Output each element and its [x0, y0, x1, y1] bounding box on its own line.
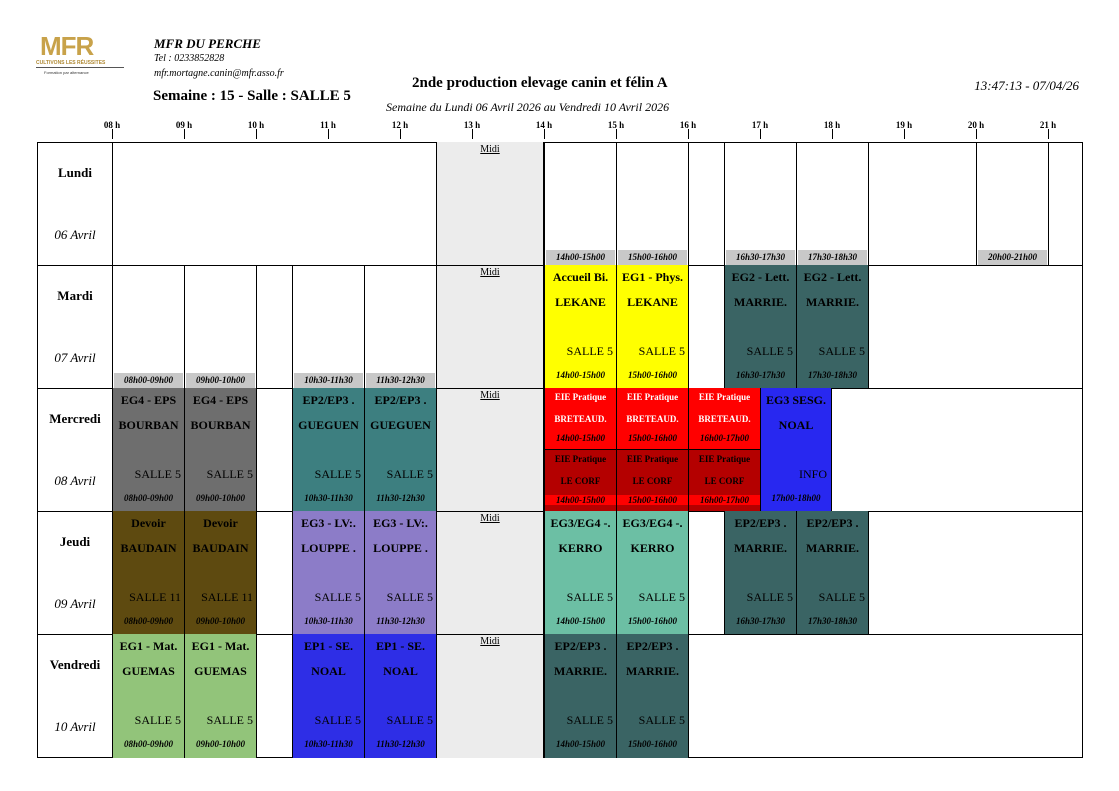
course-block[interactable]	[796, 511, 869, 634]
day-date: 08 Avril	[54, 473, 96, 488]
hour-label: 10 h	[247, 120, 265, 130]
day-date: 06 Avril	[54, 227, 96, 242]
lunch-band	[436, 142, 544, 758]
day-date: 10 Avril	[54, 719, 96, 734]
course-block[interactable]	[544, 511, 617, 634]
course-room: SALLE 5	[386, 713, 433, 727]
course-subject: EG4 - EPS	[192, 393, 249, 407]
course-half	[545, 388, 616, 449]
course-room: SALLE 5	[746, 590, 793, 604]
course-block[interactable]	[112, 634, 185, 758]
course-time: 15h00-16h00	[627, 433, 677, 443]
course-time: 15h00-16h00	[627, 616, 677, 626]
course-block[interactable]	[544, 634, 617, 758]
hour-tick	[832, 129, 833, 139]
course-time: 14h00-15h00	[555, 739, 605, 749]
hour-tick	[256, 129, 257, 139]
hour-label: 21 h	[1039, 120, 1057, 130]
course-room: SALLE 5	[746, 344, 793, 358]
course-block[interactable]	[112, 388, 185, 511]
course-time: 08h00-09h00	[123, 616, 173, 626]
course-time: 17h00-18h00	[771, 493, 821, 503]
course-time: 17h30-18h30	[807, 370, 857, 380]
course-subject: EIE Pratique	[626, 392, 679, 402]
course-room: SALLE 5	[386, 467, 433, 481]
course-time: 15h00-16h00	[627, 739, 677, 749]
course-teacher: MARRIE.	[734, 541, 787, 555]
course-teacher: KERRO	[558, 541, 603, 555]
hour-tick	[1048, 129, 1049, 139]
course-time: 15h00-16h00	[617, 495, 688, 505]
course-time: 14h00-15h00	[555, 370, 605, 380]
course-time: 14h00-15h00	[545, 495, 616, 505]
course-time: 17h30-18h30	[807, 616, 857, 626]
hour-tick	[616, 129, 617, 139]
course-teacher: GUEMAS	[194, 664, 247, 678]
hour-label: 15 h	[607, 120, 625, 130]
course-teacher: GUEGUEN	[298, 418, 359, 432]
org-email: mfr.mortagne.canin@mfr.asso.fr	[154, 68, 284, 79]
course-subject: EG2 - Lett.	[731, 270, 790, 284]
course-block[interactable]	[364, 634, 437, 758]
course-subject: EG3/EG4 -.	[550, 516, 611, 530]
course-teacher: MARRIE.	[626, 664, 679, 678]
course-subject: EP2/EP3 .	[302, 393, 355, 407]
course-subject: EG3 - LV:.	[301, 516, 356, 530]
hour-tick	[184, 129, 185, 139]
course-block[interactable]	[184, 511, 257, 634]
course-room: SALLE 5	[638, 590, 685, 604]
course-time: 14h00-15h00	[555, 433, 605, 443]
slot-time: 10h30-11h30	[294, 373, 363, 388]
course-time: 16h00-17h00	[689, 495, 760, 505]
course-subject: EP2/EP3 .	[734, 516, 787, 530]
slot-time: 08h00-09h00	[114, 373, 183, 388]
course-teacher: BOURBAN	[118, 418, 179, 432]
empty-slot[interactable]	[544, 142, 617, 265]
course-block-split[interactable]	[544, 388, 617, 511]
course-teacher: NOAL	[311, 664, 346, 678]
hour-tick	[328, 129, 329, 139]
course-block-split[interactable]	[688, 388, 761, 511]
course-room: SALLE 5	[386, 590, 433, 604]
course-teacher: LE CORF	[632, 476, 673, 486]
course-subject: Accueil Bi.	[552, 270, 609, 284]
slot-time: 09h00-10h00	[186, 373, 255, 388]
lunch-label: Midi	[480, 513, 500, 524]
class-title: 2nde production elevage canin et félin A	[412, 75, 668, 91]
course-subject: EP1 - SE.	[375, 639, 425, 653]
course-room: SALLE 5	[638, 713, 685, 727]
hour-label: 13 h	[463, 120, 481, 130]
lunch-label: Midi	[480, 390, 500, 401]
course-teacher: GUEGUEN	[370, 418, 431, 432]
course-block[interactable]	[292, 511, 365, 634]
course-block[interactable]	[796, 265, 869, 388]
course-time: 09h00-10h00	[195, 739, 245, 749]
course-room: SALLE 5	[818, 344, 865, 358]
hour-tick	[760, 129, 761, 139]
hour-label: 17 h	[751, 120, 769, 130]
day-name: Jeudi	[59, 534, 91, 549]
course-room: SALLE 5	[638, 344, 685, 358]
course-time: 10h30-11h30	[304, 616, 353, 626]
course-block[interactable]	[184, 388, 257, 511]
course-subject: EG3 - LV:.	[373, 516, 428, 530]
empty-slot[interactable]	[112, 265, 185, 388]
course-block[interactable]	[616, 511, 689, 634]
logo-subtitle: Formation par alternance	[44, 70, 89, 75]
course-teacher: NOAL	[383, 664, 418, 678]
course-teacher: LOUPPE .	[373, 541, 428, 555]
course-teacher: NOAL	[778, 418, 814, 432]
hour-label: 11 h	[320, 120, 336, 130]
hour-label: 09 h	[175, 120, 193, 130]
course-block[interactable]	[112, 511, 185, 634]
course-subject: EG2 - Lett.	[803, 270, 862, 284]
course-subject: EG1 - Mat.	[191, 639, 250, 653]
course-subject: EIE Pratique	[698, 392, 751, 402]
empty-slot[interactable]	[796, 142, 869, 265]
empty-slot[interactable]	[616, 142, 689, 265]
hour-label: 16 h	[679, 120, 697, 130]
course-block[interactable]	[724, 265, 797, 388]
course-subject: EG1 - Phys.	[621, 270, 683, 284]
day-name: Mercredi	[49, 411, 101, 426]
hour-label: 12 h	[391, 120, 409, 130]
course-time: 11h30-12h30	[376, 739, 425, 749]
empty-slot[interactable]	[976, 142, 1049, 265]
course-subject: Devoir	[131, 516, 166, 530]
course-half	[545, 449, 616, 511]
logo-divider	[36, 67, 124, 68]
hour-tick	[904, 129, 905, 139]
week-room-title: Semaine : 15 - Salle : SALLE 5	[153, 88, 351, 104]
day-name: Vendredi	[49, 657, 101, 672]
hour-tick	[400, 129, 401, 139]
hour-tick	[472, 129, 473, 139]
printed-timestamp: 13:47:13 - 07/04/26	[974, 78, 1079, 93]
course-room: SALLE 5	[134, 467, 181, 481]
course-teacher: BRETEAUD.	[554, 414, 607, 424]
course-teacher: GUEMAS	[122, 664, 175, 678]
slot-time: 17h30-18h30	[798, 250, 867, 265]
course-room: SALLE 5	[134, 713, 181, 727]
course-teacher: LE CORF	[560, 476, 601, 486]
day-date: 09 Avril	[54, 596, 96, 611]
course-room: SALLE 5	[566, 713, 613, 727]
course-subject: EG4 - EPS	[120, 393, 177, 407]
empty-slot[interactable]	[724, 142, 797, 265]
course-half	[689, 388, 760, 449]
course-block[interactable]	[760, 388, 832, 511]
course-time: 15h00-16h00	[627, 370, 677, 380]
logo: MFR	[40, 31, 94, 61]
slot-time: 20h00-21h00	[978, 250, 1047, 265]
course-teacher: BAUDAIN	[120, 541, 177, 555]
course-room: SALLE 5	[566, 590, 613, 604]
course-time: 11h30-12h30	[376, 616, 425, 626]
slot-time: 14h00-15h00	[546, 250, 615, 265]
course-time: 08h00-09h00	[123, 739, 173, 749]
slot-time: 11h30-12h30	[366, 373, 435, 388]
course-teacher: BOURBAN	[190, 418, 251, 432]
lunch-label: Midi	[480, 267, 500, 278]
course-time: 14h00-15h00	[555, 616, 605, 626]
course-subject: EIE Pratique	[554, 454, 607, 464]
slot-time: 15h00-16h00	[618, 250, 687, 265]
course-teacher: LOUPPE .	[301, 541, 356, 555]
course-teacher: LE CORF	[704, 476, 745, 486]
hour-label: 18 h	[823, 120, 841, 130]
hour-tick	[544, 129, 545, 139]
hour-label: 08 h	[103, 120, 121, 130]
course-time: 10h30-11h30	[304, 493, 353, 503]
course-room: SALLE 5	[206, 713, 253, 727]
course-room: INFO	[798, 467, 827, 481]
course-time: 08h00-09h00	[123, 493, 173, 503]
course-block[interactable]	[364, 511, 437, 634]
course-subject: EP1 - SE.	[303, 639, 353, 653]
empty-slot[interactable]	[364, 265, 437, 388]
course-room: SALLE 5	[314, 713, 361, 727]
course-time: 11h30-12h30	[376, 493, 425, 503]
lunch-label: Midi	[480, 636, 500, 647]
course-subject: EP2/EP3 .	[374, 393, 427, 407]
course-subject: EG3 SESG.	[765, 393, 827, 407]
day-date: 07 Avril	[54, 350, 96, 365]
empty-slot[interactable]	[292, 265, 365, 388]
course-subject: EG3/EG4 -.	[622, 516, 683, 530]
course-block[interactable]	[616, 265, 689, 388]
course-half	[617, 449, 688, 511]
course-subject: EG1 - Mat.	[119, 639, 178, 653]
course-subject: EP2/EP3 .	[554, 639, 607, 653]
course-subject: EP2/EP3 .	[806, 516, 859, 530]
course-teacher: MARRIE.	[806, 295, 859, 309]
logo-tagline: CULTIVONS LES RÉUSSITES	[36, 60, 106, 66]
course-teacher: MARRIE.	[806, 541, 859, 555]
hour-tick	[688, 129, 689, 139]
course-block[interactable]	[364, 388, 437, 511]
course-time: 16h00-17h00	[699, 433, 749, 443]
course-teacher: LEKANE	[555, 295, 606, 309]
course-teacher: LEKANE	[627, 295, 678, 309]
course-teacher: BAUDAIN	[192, 541, 249, 555]
org-name: MFR DU PERCHE	[154, 36, 261, 51]
course-teacher: BRETEAUD.	[626, 414, 679, 424]
course-teacher: MARRIE.	[734, 295, 787, 309]
course-subject: EIE Pratique	[698, 454, 751, 464]
course-time: 09h00-10h00	[195, 493, 245, 503]
hour-tick	[976, 129, 977, 139]
course-room: SALLE 5	[314, 467, 361, 481]
course-subject: EIE Pratique	[554, 392, 607, 402]
day-name: Mardi	[57, 288, 93, 303]
course-time: 09h00-10h00	[195, 616, 245, 626]
course-subject: Devoir	[203, 516, 238, 530]
course-room: SALLE 5	[566, 344, 613, 358]
course-teacher: BRETEAUD.	[698, 414, 751, 424]
week-range: Semaine du Lundi 06 Avril 2026 au Vendredi 10 Avril 2026	[386, 100, 670, 114]
hour-tick	[112, 129, 113, 139]
course-subject: EP2/EP3 .	[626, 639, 679, 653]
course-half	[689, 449, 760, 511]
course-room: SALLE 11	[129, 590, 181, 604]
empty-slot[interactable]	[184, 265, 257, 388]
course-time: 10h30-11h30	[304, 739, 353, 749]
slot-time: 16h30-17h30	[726, 250, 795, 265]
course-room: SALLE 11	[201, 590, 253, 604]
course-block[interactable]	[184, 634, 257, 758]
course-block[interactable]	[544, 265, 617, 388]
course-teacher: KERRO	[630, 541, 675, 555]
course-teacher: MARRIE.	[554, 664, 607, 678]
org-phone: Tel : 0233852828	[154, 53, 225, 64]
course-half	[617, 388, 688, 449]
course-room: SALLE 5	[206, 467, 253, 481]
course-room: SALLE 5	[818, 590, 865, 604]
course-block-split[interactable]	[616, 388, 689, 511]
course-block[interactable]	[292, 634, 365, 758]
course-block[interactable]	[292, 388, 365, 511]
course-time: 16h30-17h30	[735, 370, 785, 380]
course-time: 16h30-17h30	[735, 616, 785, 626]
hour-label: 20 h	[967, 120, 985, 130]
course-block[interactable]	[724, 511, 797, 634]
course-block[interactable]	[616, 634, 689, 758]
day-name: Lundi	[58, 165, 92, 180]
hour-label: 14 h	[535, 120, 553, 130]
lunch-label: Midi	[480, 144, 500, 155]
hour-label: 19 h	[895, 120, 913, 130]
course-subject: EIE Pratique	[626, 454, 679, 464]
course-room: SALLE 5	[314, 590, 361, 604]
